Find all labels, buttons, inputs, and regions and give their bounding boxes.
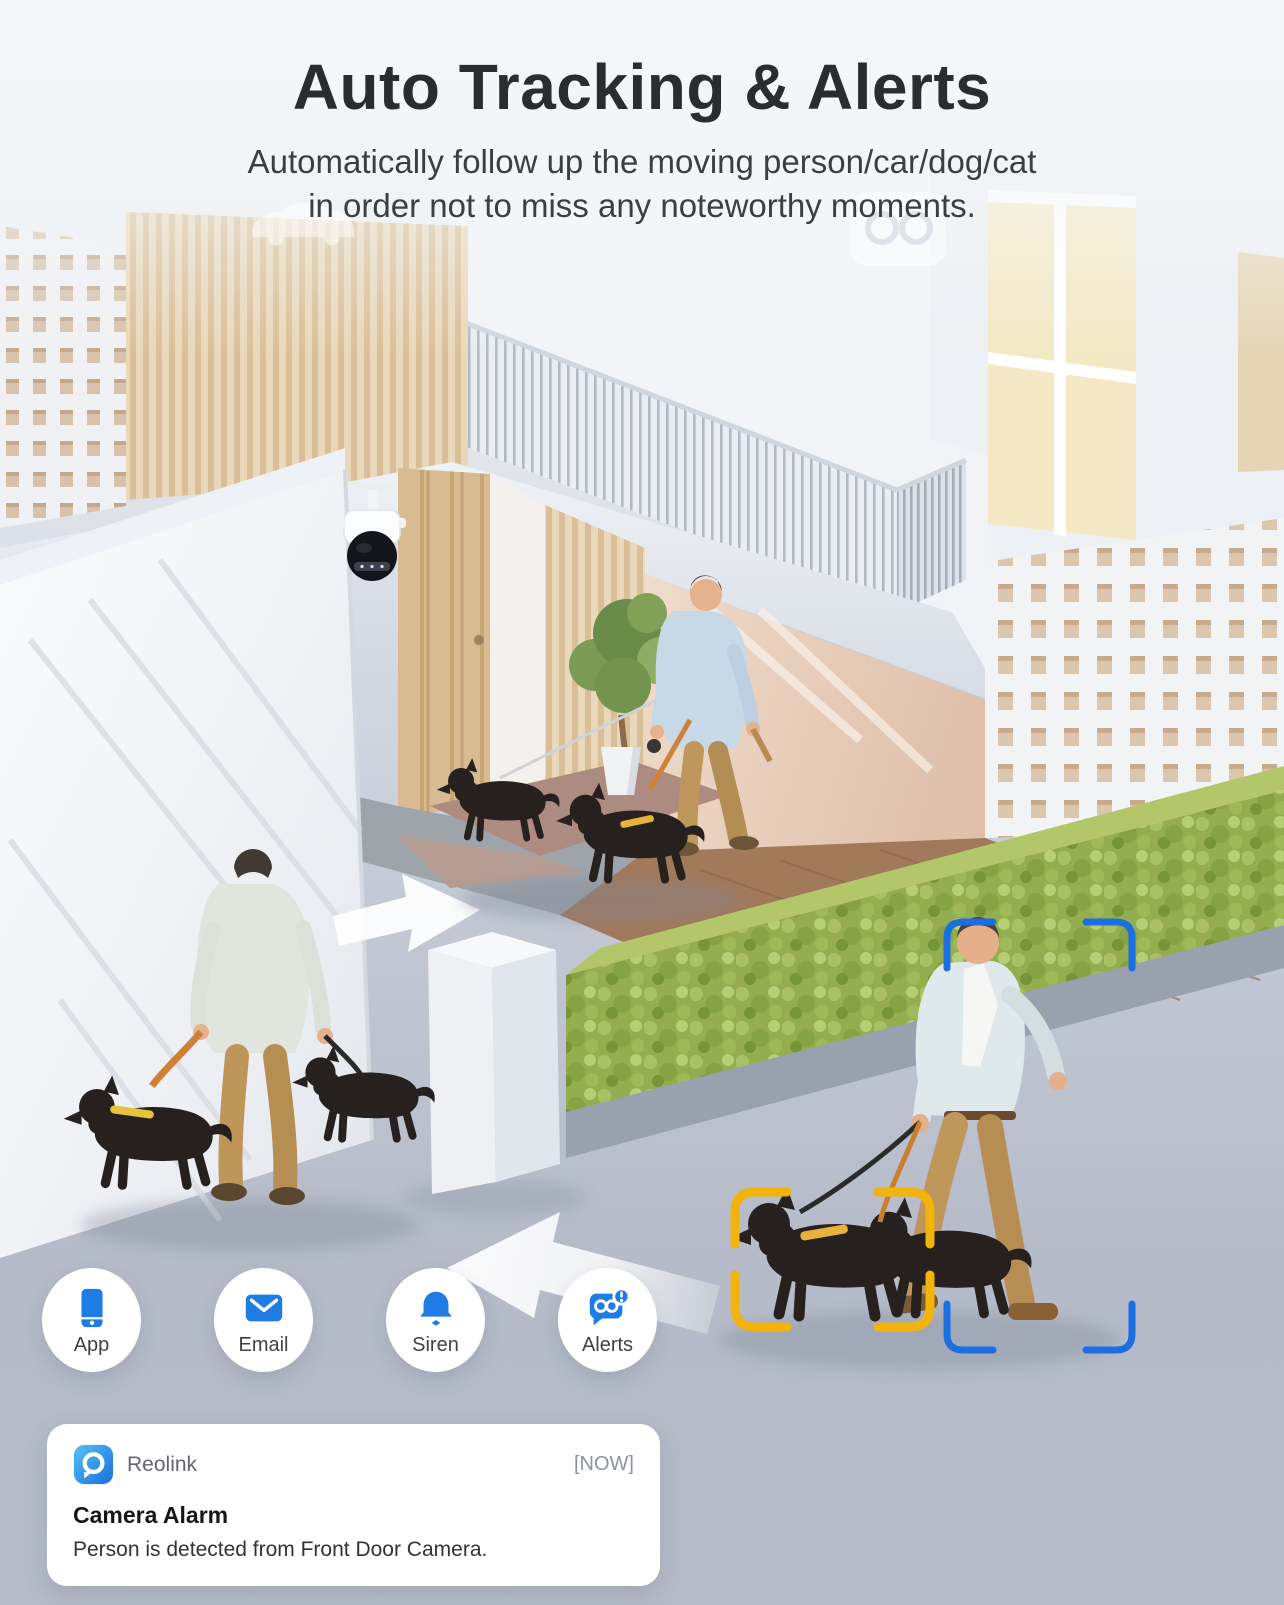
dog	[730, 1187, 928, 1316]
reolink-app-icon	[73, 1444, 114, 1485]
subtitle-line-1: Automatically follow up the moving person/car/dog/cat	[247, 143, 1037, 181]
channel-label: Alerts	[581, 1334, 634, 1356]
marble-pillar	[405, 932, 585, 1216]
subtitle	[0, 140, 1284, 227]
channel-email	[214, 1268, 313, 1372]
channel-alerts	[558, 1268, 657, 1372]
channel-label: Email	[238, 1334, 289, 1356]
channel-siren	[386, 1268, 485, 1372]
notification-message: Person is detected from Front Door Camera.	[73, 1538, 488, 1561]
header	[0, 0, 1284, 227]
channel-app	[42, 1268, 141, 1372]
bell-icon	[413, 1285, 459, 1331]
notification-timestamp: [NOW]	[574, 1453, 634, 1475]
notification-app-name: Reolink	[127, 1452, 198, 1476]
envelope-icon	[241, 1285, 287, 1331]
notification-title: Camera Alarm	[73, 1502, 229, 1528]
page-title: Auto Tracking & Alerts	[292, 51, 992, 123]
subtitle-line-2: in order not to miss any noteworthy moments.	[308, 186, 976, 224]
smartphone-icon	[69, 1285, 115, 1331]
alert-channels	[42, 1268, 657, 1372]
camera-chat-alert-icon	[585, 1285, 631, 1331]
channel-label: Siren	[412, 1334, 459, 1356]
notification-card	[47, 1424, 660, 1586]
channel-label: App	[73, 1334, 110, 1356]
